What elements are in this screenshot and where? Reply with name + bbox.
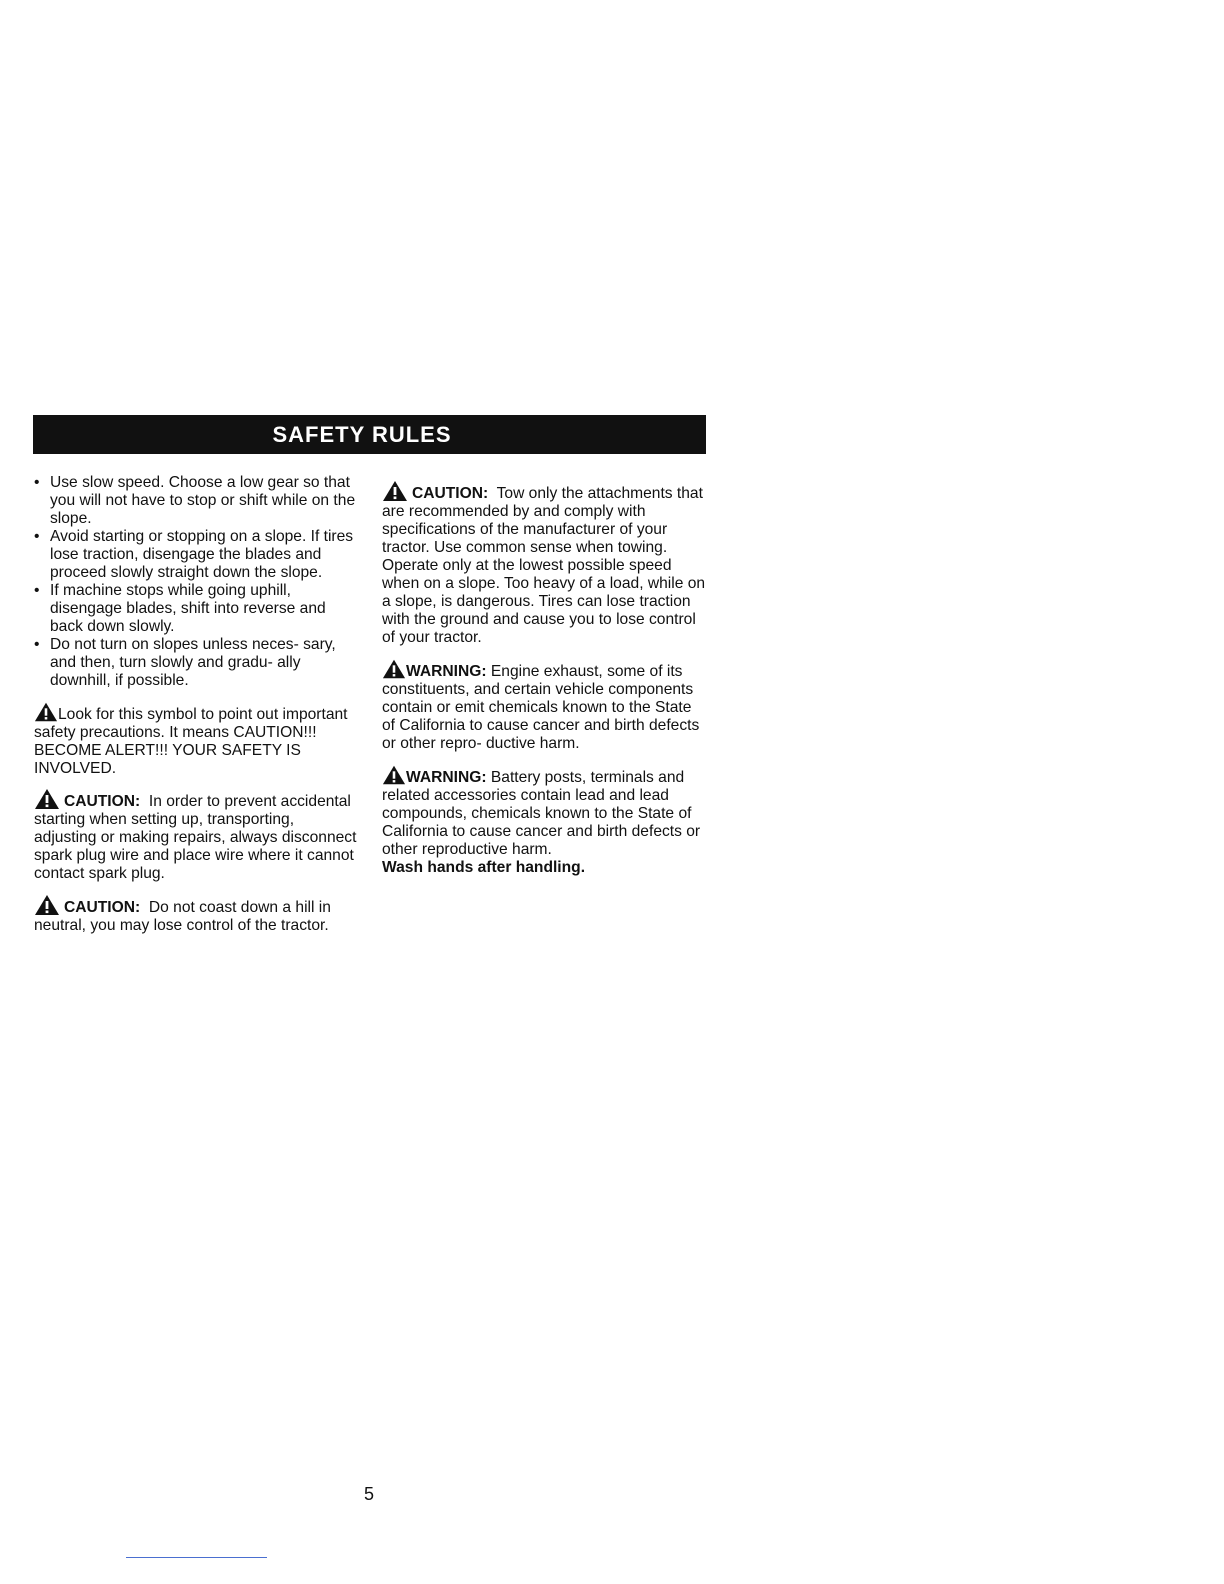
caution-label: CAUTION: bbox=[412, 485, 489, 502]
warning-triangle-icon bbox=[382, 764, 406, 786]
warning-triangle-icon bbox=[382, 480, 408, 502]
warning-triangle-icon bbox=[34, 894, 60, 916]
warning-engine-exhaust: WARNING: Engine exhaust, some of its constituents, and certain vehicle components contain or emit chemicals known to the State of California to cause cancer and birth defects or other repro- ductive harm. bbox=[382, 658, 707, 753]
list-item: • Avoid starting or stopping on a slope. If tires lose traction, disengage the blades and proceed slowly straight down the slope. bbox=[34, 528, 354, 581]
list-item: • Do not turn on slopes unless neces- sary, and then, turn slowly and gradu- ally downhill, if possible. bbox=[34, 636, 336, 689]
warning-triangle-icon bbox=[34, 788, 60, 810]
caution-coast-downhill: CAUTION: Do not coast down a hill in neutral, you may lose control of the tractor. bbox=[34, 894, 359, 935]
caution-towing: CAUTION: Tow only the attachments that are recommended by and comply with specifications of the manufacturer of your tractor. Use common sense when towing. Operate only at the lowest possible speed when on a slope. Too heavy of a load, while on a slope, is dangerous. Tires can lose traction with the ground and cause you to lose control of your tractor. bbox=[382, 480, 707, 647]
slope-rules-list bbox=[34, 474, 359, 690]
wash-hands-note: Wash hands after handling. bbox=[382, 859, 586, 876]
footer-divider bbox=[126, 1557, 267, 1558]
list-item: • If machine stops while going uphill, disengage blades, shift into reverse and back down slowly. bbox=[34, 582, 326, 635]
left-column bbox=[34, 474, 359, 935]
safety-rules-banner bbox=[33, 415, 706, 454]
page-number: 5 bbox=[364, 1484, 375, 1504]
page-title: SAFETY RULES bbox=[272, 421, 452, 447]
caution-spark-plug: CAUTION: In order to prevent accidental starting when setting up, transporting, adjusting or making repairs, always disconnect spark plug wire and place wire where it cannot contact spark plug. bbox=[34, 788, 359, 883]
right-column bbox=[382, 480, 707, 877]
symbol-note: Look for this symbol to point out important safety precautions. It means CAUTION!!! BECOME ALERT!!! YOUR SAFETY IS INVOLVED. bbox=[34, 701, 359, 778]
warning-triangle-icon bbox=[382, 658, 406, 680]
caution-label: CAUTION: bbox=[64, 793, 141, 810]
caution-label: CAUTION: bbox=[64, 899, 141, 916]
warning-label: WARNING: bbox=[406, 769, 487, 786]
warning-label: WARNING: bbox=[406, 663, 487, 680]
warning-triangle-icon bbox=[34, 701, 58, 723]
warning-battery-lead: WARNING: Battery posts, terminals and related accessories contain lead and lead compounds, chemicals known to the State of California to cause cancer and birth defects or other reproductive harm. Wash hands after handling. bbox=[382, 764, 707, 877]
list-item: • Use slow speed. Choose a low gear so that you will not have to stop or shift while on the slope. bbox=[34, 474, 356, 527]
